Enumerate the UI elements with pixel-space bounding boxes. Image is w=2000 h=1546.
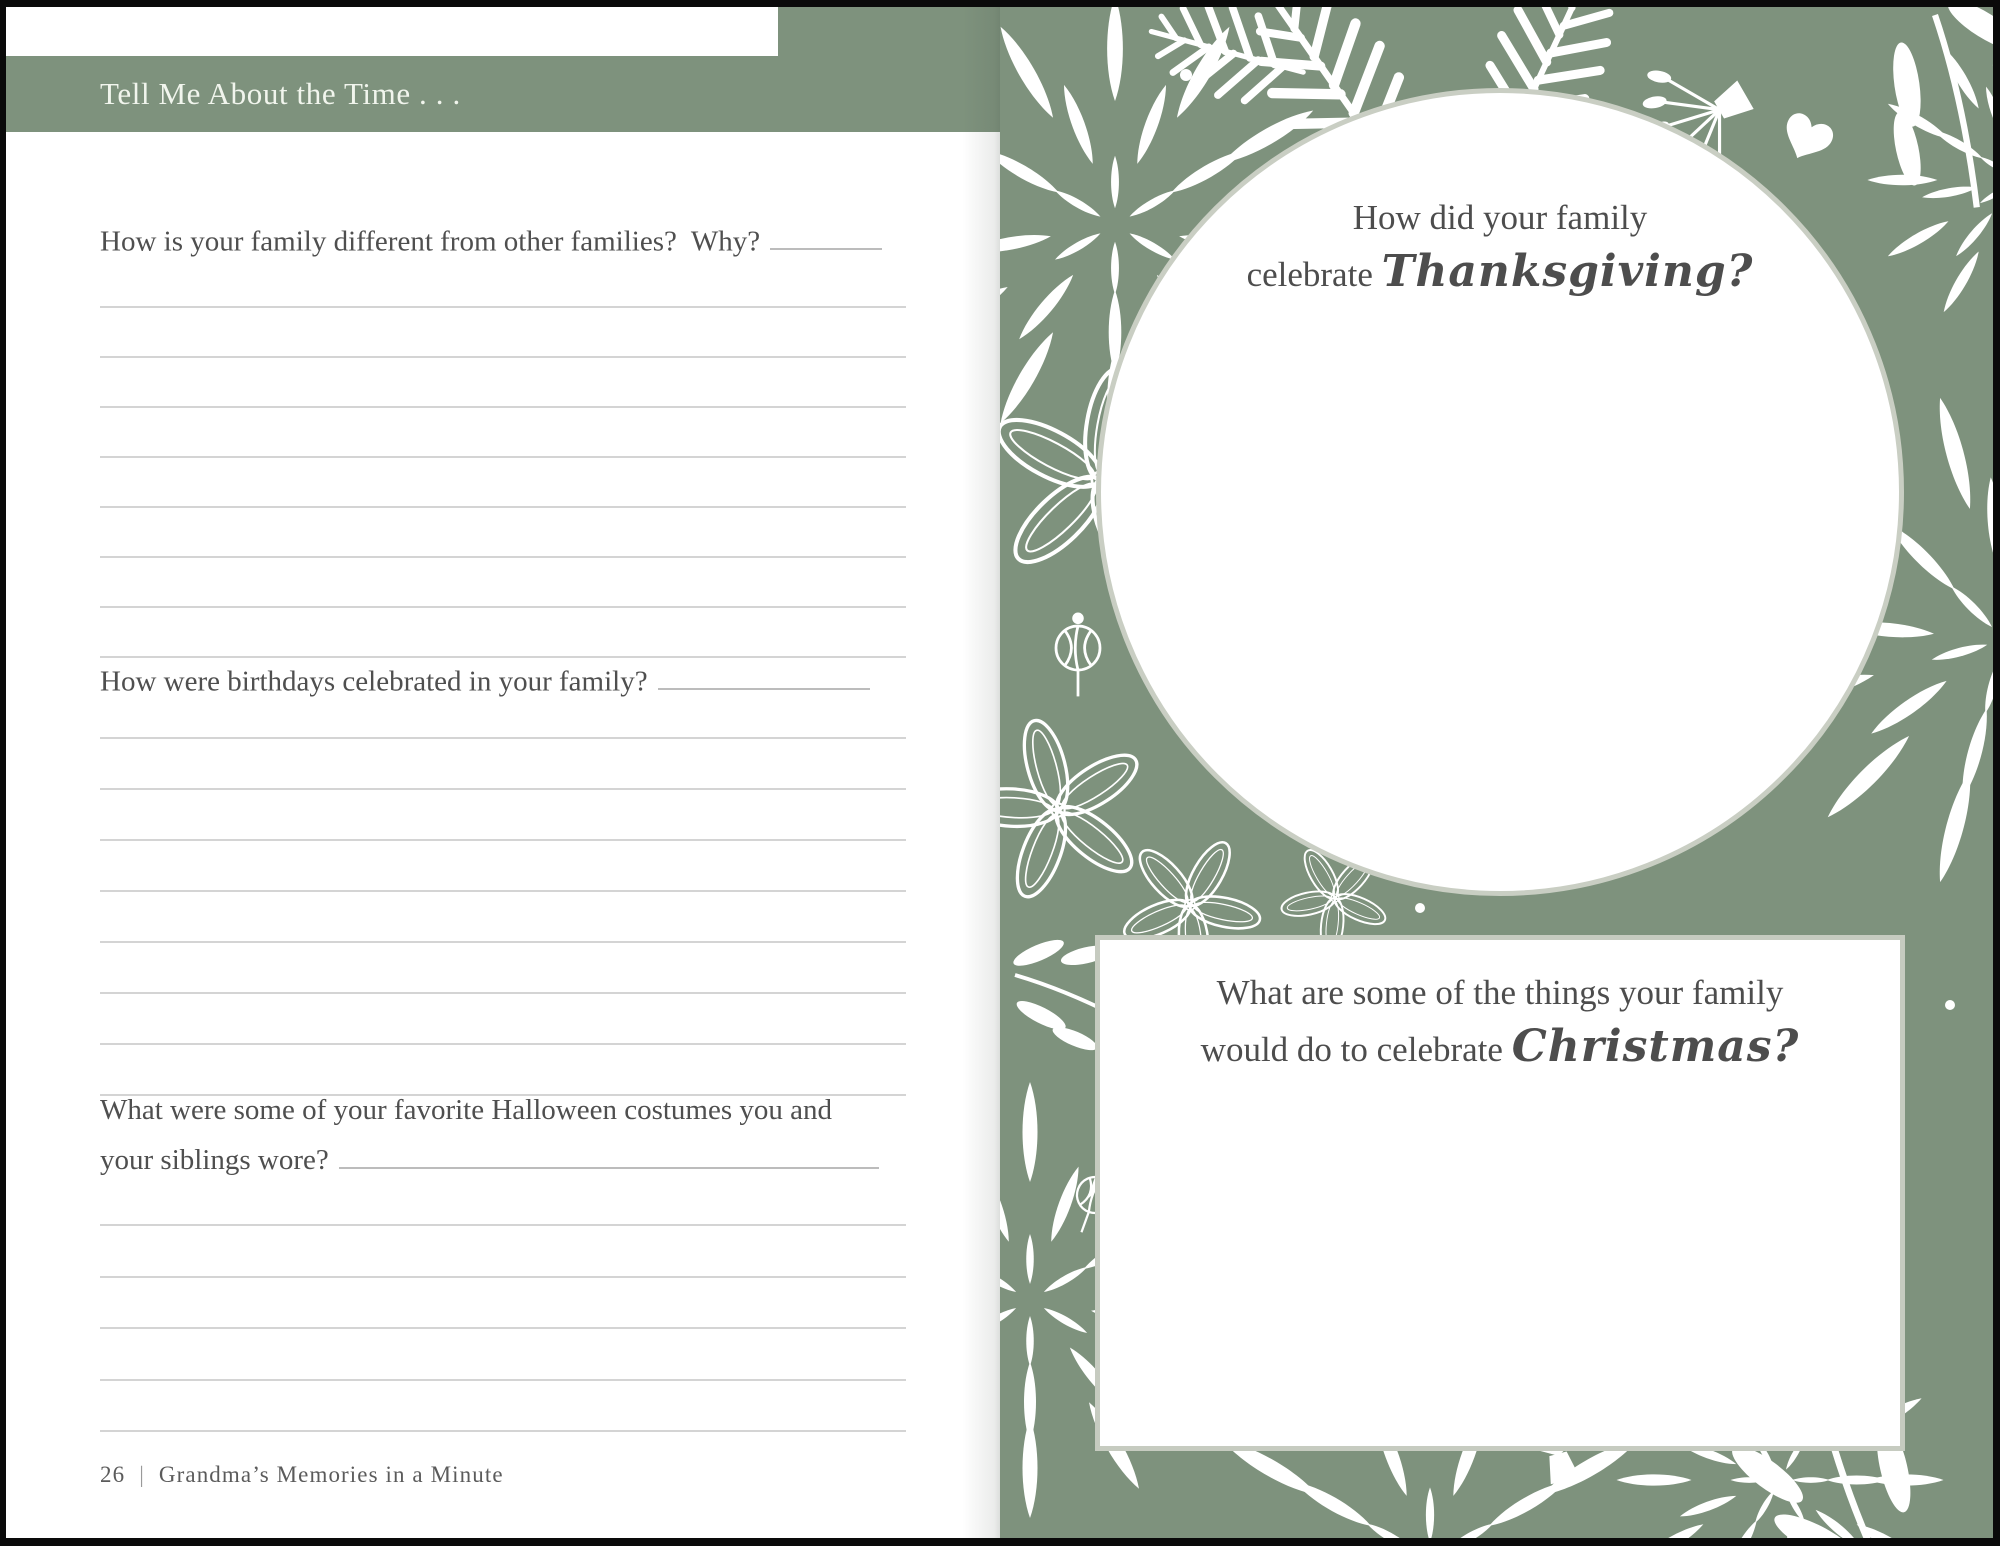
- ruled-line: [100, 458, 906, 508]
- christmas-prompt-line2: would do to celebrate Christmas?: [1200, 1021, 1800, 1072]
- ruled-line: [100, 258, 906, 308]
- ruled-line: [100, 1381, 906, 1432]
- frame-border-bottom: [0, 1538, 2000, 1546]
- page-number: 26: [100, 1462, 126, 1487]
- thanksgiving-prompt: [1101, 191, 1899, 302]
- ruled-line: [100, 994, 906, 1045]
- christmas-prompt-line1: What are some of the things your family: [1216, 973, 1784, 1012]
- answer-blank-1: [770, 218, 882, 250]
- ruled-line: [100, 558, 906, 608]
- frame-border-left: [0, 0, 6, 1546]
- question-3: [100, 1085, 912, 1185]
- thanksgiving-script-word: Thanksgiving?: [1381, 246, 1754, 297]
- christmas-script-word: Christmas?: [1511, 1021, 1800, 1072]
- christmas-prompt: [1100, 966, 1900, 1077]
- answer-blank-2: [658, 658, 870, 690]
- question-1-text: How is your family different from other families? Why?: [100, 225, 761, 258]
- ruled-line: [100, 1278, 906, 1329]
- seed-pod: [1056, 614, 1100, 697]
- frame-border-top: [0, 0, 2000, 7]
- ruled-line: [100, 508, 906, 558]
- page-header-title: Tell Me About the Time . . .: [100, 76, 461, 111]
- answer-lines-2: [100, 688, 906, 1096]
- ruled-line: [100, 1175, 906, 1226]
- ruled-line: [100, 790, 906, 841]
- right-page: [1000, 0, 2000, 1546]
- book-title: Grandma’s Memories in a Minute: [158, 1462, 504, 1487]
- footer-separator: |: [139, 1462, 145, 1487]
- ruled-line: [100, 408, 906, 458]
- answer-lines-1: [100, 258, 906, 658]
- thanksgiving-prompt-line1: How did your family: [1352, 198, 1648, 237]
- answer-lines-3: [100, 1175, 906, 1432]
- christmas-answer-box: [1095, 935, 1905, 1451]
- sketched-outline-flower: [1000, 697, 1171, 918]
- question-3-text-line1: What were some of your favorite Halloween costumes you and: [100, 1094, 833, 1126]
- ruled-line: [100, 739, 906, 790]
- ruled-line: [100, 943, 906, 994]
- frame-border-right: [1993, 0, 2000, 1546]
- ruled-line: [100, 841, 906, 892]
- answer-blank-3: [339, 1137, 879, 1169]
- ruled-line: [100, 688, 906, 739]
- page-footer: [100, 1462, 504, 1488]
- question-3-text-line2: your siblings wore?: [100, 1144, 329, 1176]
- heart-icon: [1775, 110, 1836, 169]
- ruled-line: [100, 1226, 906, 1277]
- thanksgiving-prompt-line2: celebrate Thanksgiving?: [1246, 246, 1754, 297]
- ruled-line: [100, 308, 906, 358]
- ruled-line: [100, 358, 906, 408]
- ruled-line: [100, 1329, 906, 1380]
- question-2-text: How were birthdays celebrated in your family?: [100, 665, 648, 698]
- ruled-line: [100, 608, 906, 658]
- question-1: [100, 218, 912, 258]
- thanksgiving-answer-circle: [1096, 88, 1904, 896]
- ruled-line: [100, 892, 906, 943]
- page-gutter-shadow: [962, 0, 1000, 1546]
